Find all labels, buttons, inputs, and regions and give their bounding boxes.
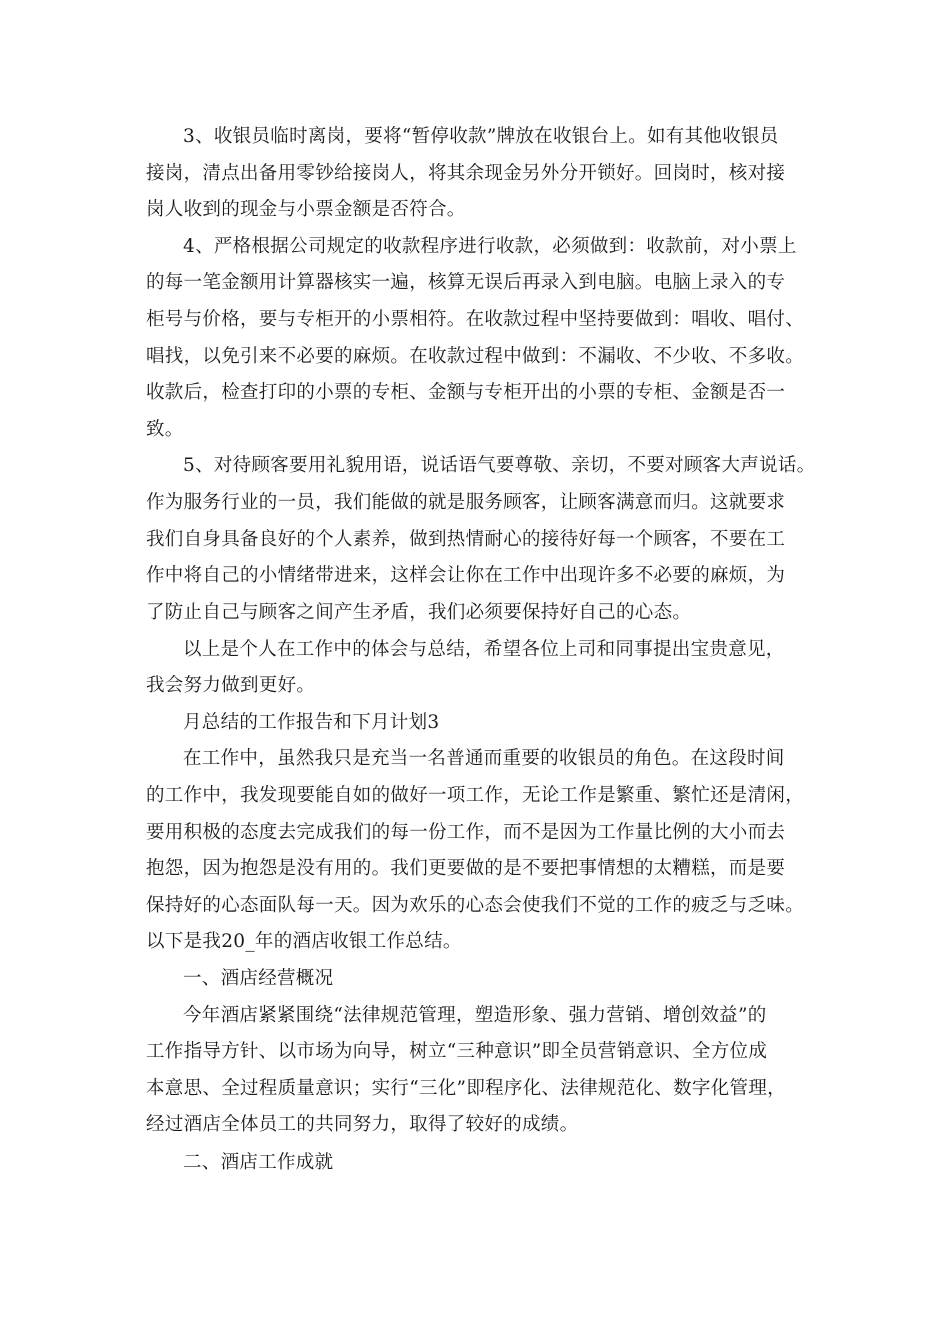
section-heading: 月总结的工作报告和下月计划3 — [183, 712, 440, 733]
paragraph-line: 以下是我20_年的酒店收银工作总结。 — [146, 931, 462, 952]
paragraph-line: 唱找，以免引来不必要的麻烦。在收款过程中做到：不漏收、不少收、不多收。 — [146, 346, 805, 367]
paragraph-line: 岗人收到的现金与小票金额是否符合。 — [146, 199, 466, 220]
section-heading: 二、酒店工作成就 — [183, 1152, 334, 1173]
paragraph-line: 了防止自己与顾客之间产生矛盾，我们必须要保持好自己的心态。 — [146, 602, 692, 623]
paragraph-line: 保持好的心态面队每一天。因为欢乐的心态会使我们不觉的工作的疲乏与乏味。 — [146, 895, 805, 916]
paragraph-line: 的工作中，我发现要能自如的做好一项工作，无论工作是繁重、繁忙还是清闲， — [146, 785, 805, 806]
section-heading: 一、酒店经营概况 — [183, 968, 334, 989]
paragraph-line: 致。 — [146, 419, 184, 440]
paragraph-line: 作中将自己的小情绪带进来，这样会让你在工作中出现许多不必要的麻烦，为 — [146, 565, 786, 586]
paragraph-line: 以上是个人在工作中的体会与总结，希望各位上司和同事提出宝贵意见， — [183, 639, 785, 660]
paragraph-line: 我们自身具备良好的个人素养，做到热情耐心的接待好每一个顾客，不要在工 — [146, 529, 786, 550]
paragraph-line: 我会努力做到更好。 — [146, 675, 316, 696]
paragraph-line: 在工作中，虽然我只是充当一名普通而重要的收银员的角色。在这段时间 — [183, 748, 785, 769]
paragraph-line: 要用积极的态度去完成我们的每一份工作，而不是因为工作量比例的大小而去 — [146, 822, 786, 843]
paragraph-line: 抱怨，因为抱怨是没有用的。我们更要做的是不要把事情想的太糟糕，而是要 — [146, 858, 786, 879]
paragraph-line: 的每一笔金额用计算器核实一遍，核算无误后再录入到电脑。电脑上录入的专 — [146, 272, 786, 293]
paragraph-line: 收款后，检查打印的小票的专柜、金额与专柜开出的小票的专柜、金额是否一 — [146, 382, 786, 403]
paragraph-line: 5、对待顾客要用礼貌用语，说话语气要尊敬、亲切，不要对顾客大声说话。 — [183, 455, 816, 476]
paragraph-line: 3、收银员临时离岗，要将“暂停收款”牌放在收银台上。如有其他收银员 — [183, 126, 779, 147]
paragraph-line: 本意思、全过程质量意识；实行“三化”即程序化、法律规范化、数字化管理， — [146, 1078, 786, 1099]
paragraph-line: 柜号与价格，要与专柜开的小票相符。在收款过程中坚持要做到：唱收、唱付、 — [146, 309, 805, 330]
paragraph-line: 4、严格根据公司规定的收款程序进行收款，必须做到：收款前，对小票上 — [183, 236, 797, 257]
paragraph-line: 接岗，清点出备用零钞给接岗人，将其余现金另外分开锁好。回岗时，核对接 — [146, 163, 786, 184]
paragraph-line: 今年酒店紧紧围绕“法律规范管理，塑造形象、强力营销、增创效益”的 — [183, 1005, 767, 1026]
paragraph-line: 作为服务行业的一员，我们能做的就是服务顾客，让顾客满意而归。这就要求 — [146, 492, 786, 513]
paragraph-line: 经过酒店全体员工的共同努力，取得了较好的成绩。 — [146, 1114, 579, 1135]
paragraph-line: 工作指导方针、以市场为向导，树立“三种意识”即全员营销意识、全方位成 — [146, 1041, 768, 1062]
